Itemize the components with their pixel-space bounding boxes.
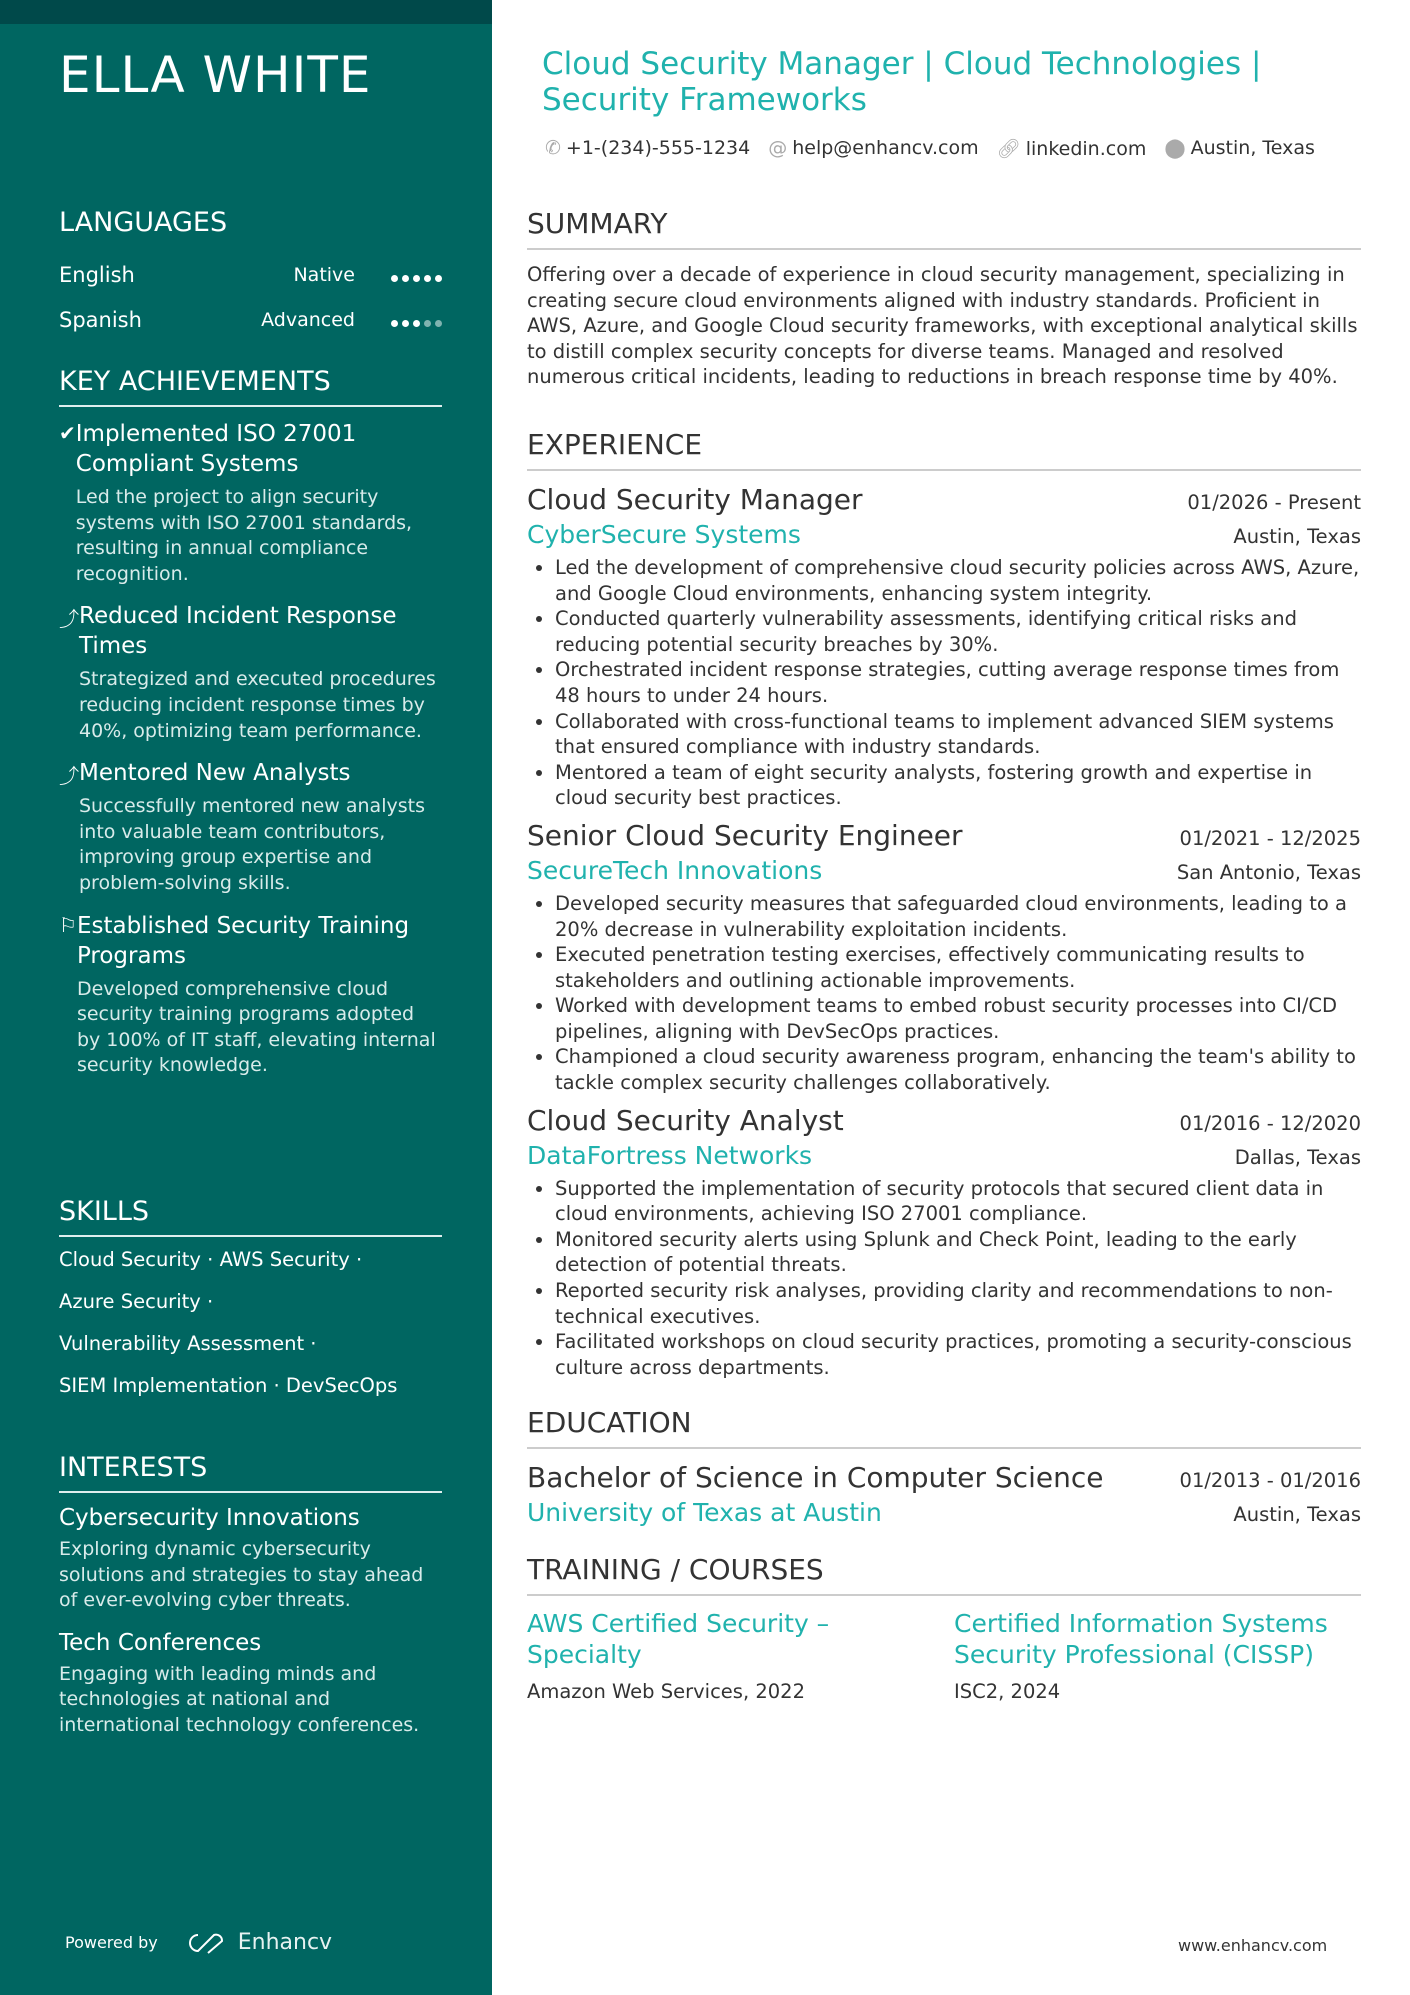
- skill-line: SIEM Implementation · DevSecOps: [59, 1374, 398, 1397]
- website-url[interactable]: www.enhancv.com: [1178, 1936, 1328, 1955]
- achievement-body: [76, 419, 442, 587]
- top-strip: [0, 0, 492, 24]
- location-pin-icon: ⬤: [1164, 137, 1186, 159]
- proficiency-dot: [413, 275, 420, 282]
- achievement-item: [59, 601, 442, 744]
- skill-line: Cloud Security · AWS Security ·: [59, 1248, 363, 1271]
- interests-heading: INTERESTS: [59, 1452, 442, 1493]
- language-name: Spanish: [59, 307, 142, 332]
- job-location: San Antonio, Texas: [1176, 860, 1361, 884]
- job-dates: 01/2016 - 12/2020: [1179, 1111, 1361, 1135]
- education-location: Austin, Texas: [1233, 1503, 1361, 1527]
- check-icon: ✔: [59, 421, 76, 445]
- language-level: Native: [293, 263, 355, 286]
- job-bullet: • Facilitated workshops on cloud security practices, promoting a security-conscious culture across departments.: [555, 1329, 1361, 1380]
- training-provider: ISC2, 2024: [954, 1680, 1061, 1704]
- language-name: English: [59, 262, 135, 287]
- proficiency-dot: [402, 320, 409, 327]
- job-title: Cloud Security Manager: [527, 482, 863, 516]
- sidebar: [0, 0, 492, 1995]
- education-dates: 01/2013 - 01/2016: [1179, 1469, 1361, 1493]
- interest-title: Cybersecurity Innovations: [59, 1505, 360, 1531]
- job-bullets: [527, 555, 1361, 811]
- language-row: [59, 252, 442, 297]
- enhancv-logo-icon: [184, 1931, 228, 1955]
- achievement-title: Established Security Training Programs: [76, 912, 410, 969]
- achievement-description: Successfully mentored new analysts into valuable team contributors, improving group expertise and problem-solving skills.: [79, 795, 425, 894]
- experience-heading: EXPERIENCE: [527, 428, 1361, 471]
- job-bullet: • Collaborated with cross-functional teams to implement advanced SIEM systems that ensured compliance with industry standards.: [555, 709, 1361, 760]
- strategy-icon: ⤴: [59, 607, 79, 632]
- company-name: CyberSecure Systems: [527, 519, 801, 549]
- interest-title: Tech Conferences: [59, 1629, 262, 1656]
- job-company-row: [527, 1141, 1361, 1170]
- location-contact: ⬤ Austin, Texas: [1164, 137, 1315, 159]
- link-icon: 🔗︎: [996, 138, 1021, 160]
- job-header: [527, 1104, 1361, 1137]
- proficiency-dots: [387, 263, 442, 287]
- skills-heading: SKILLS: [59, 1196, 442, 1237]
- link-contact[interactable]: 🔗︎ linkedin.com: [996, 138, 1147, 160]
- language-row: [59, 297, 442, 342]
- job-bullet: • Orchestrated incident response strategies, cutting average response times from 48 hours to under 24 hours.: [555, 657, 1361, 708]
- training-provider: Amazon Web Services, 2022: [527, 1680, 805, 1704]
- job-title: Cloud Security Analyst: [527, 1103, 844, 1137]
- achievement-description: Developed comprehensive cloud security training programs adopted by 100% of IT staff, elevating internal security knowledge.: [76, 977, 436, 1077]
- achievement-body: [79, 758, 442, 896]
- skill-line: Azure Security ·: [59, 1290, 214, 1313]
- contact-info: [545, 137, 1315, 160]
- job-bullet: • Supported the implementation of security protocols that secured client data in cloud environments, achieving ISO 27001 compliance.: [555, 1176, 1361, 1227]
- enhancv-logo[interactable]: [184, 1930, 332, 1955]
- job-bullet: • Championed a cloud security awareness program, enhancing the team's ability to tackle complex security challenges collaboratively.: [555, 1044, 1361, 1095]
- job-company-row: [527, 520, 1361, 549]
- achievement-item: [59, 911, 442, 1079]
- proficiency-dot: [402, 275, 409, 282]
- job-bullet: • Led the development of comprehensive cloud security policies across AWS, Azure, and Google Cloud environments, enhancing system integrity.: [555, 555, 1361, 606]
- achievement-description: Led the project to align security systems with ISO 27001 standards, resulting in annual compliance recognition.: [75, 486, 413, 585]
- proficiency-dot: [391, 320, 398, 327]
- proficiency-dot: [435, 275, 442, 282]
- job-bullets: [527, 891, 1361, 1096]
- job-title: Senior Cloud Security Engineer: [527, 818, 963, 852]
- skill-line: Vulnerability Assessment ·: [59, 1332, 317, 1355]
- job-entry: [527, 1104, 1361, 1381]
- job-entry: [527, 483, 1361, 811]
- candidate-name: ELLA WHITE: [59, 46, 372, 104]
- achievement-title: Implemented ISO 27001 Compliant Systems: [75, 421, 357, 477]
- achievements-section: [59, 366, 442, 1093]
- company-name: DataFortress Networks: [527, 1140, 813, 1170]
- achievement-item: [59, 419, 442, 587]
- interests-section: [59, 1452, 442, 1755]
- proficiency-dot: [435, 320, 442, 327]
- summary-section: [527, 207, 1361, 390]
- job-header: [527, 483, 1361, 516]
- language-level: Advanced: [261, 308, 355, 331]
- job-location: Dallas, Texas: [1234, 1145, 1361, 1169]
- proficiency-dot: [413, 320, 420, 327]
- summary-text: Offering over a decade of experience in cloud security management, specializing in creating secure cloud environments aligned with industry standards. Proficient in AWS, Azure, and Google Cloud security frameworks, with exceptional analytical skills to distill complex security concepts for diverse teams. Managed and resolved numerous critical incidents, leading to reductions in breach response time by 40%.: [527, 263, 1358, 389]
- company-name: SecureTech Innovations: [527, 855, 823, 885]
- proficiency-dots: [387, 308, 442, 332]
- interest-description: Exploring dynamic cybersecurity solutions and strategies to stay ahead of ever-evolving cyber threats.: [59, 1538, 424, 1612]
- summary-heading: SUMMARY: [527, 207, 1361, 250]
- achievement-description: Strategized and executed procedures reducing incident response times by 40%, optimizing team performance.: [79, 668, 436, 742]
- job-bullet: • Mentored a team of eight security analysts, fostering growth and expertise in cloud security best practices.: [555, 760, 1361, 811]
- achievement-body: [79, 601, 442, 744]
- job-company-row: [527, 856, 1361, 885]
- job-bullet: • Monitored security alerts using Splunk and Check Point, leading to the early detection of potential threats.: [555, 1227, 1361, 1278]
- training-item: [954, 1608, 1361, 1703]
- headline-title: Cloud Security Manager | Cloud Technologies | Security Frameworks: [542, 46, 1262, 118]
- job-dates: 01/2021 - 12/2025: [1179, 826, 1361, 850]
- email-contact[interactable]: @ help@enhancv.com: [768, 137, 979, 159]
- job-bullet: • Developed security measures that safeguarded cloud environments, leading to a 20% decrease in vulnerability exploitation incidents.: [555, 891, 1361, 942]
- proficiency-dot: [424, 275, 431, 282]
- training-item: [527, 1608, 934, 1703]
- school: University of Texas at Austin: [527, 1498, 882, 1528]
- proficiency-dot: [391, 275, 398, 282]
- languages-heading: LANGUAGES: [59, 207, 228, 238]
- phone-contact[interactable]: ✆ +1-(234)-555-1234: [545, 137, 751, 159]
- strategy-icon: ⤴: [59, 764, 79, 789]
- achievement-title: Reduced Incident Response Times: [79, 603, 397, 660]
- interest-description: Engaging with leading minds and technologies at national and international technology conferences.: [59, 1662, 420, 1736]
- flag-icon: ⚐: [59, 912, 77, 937]
- phone-icon: ✆: [545, 137, 561, 159]
- education-heading: EDUCATION: [527, 1406, 1361, 1449]
- experience-section: [527, 428, 1361, 1380]
- achievements-heading: KEY ACHIEVEMENTS: [59, 366, 442, 407]
- training-title: Certified Information Systems Security Professional (CISSP): [954, 1609, 1328, 1670]
- at-icon: @: [768, 137, 788, 159]
- education-section: [527, 1406, 1361, 1527]
- achievement-body: [77, 911, 442, 1079]
- skills-section: [59, 1196, 442, 1407]
- training-heading: TRAINING / COURSES: [527, 1553, 1361, 1596]
- job-bullet: • Executed penetration testing exercises, effectively communicating results to stakeholders and outlining actionable improvements.: [555, 942, 1361, 993]
- achievement-title: Mentored New Analysts: [79, 760, 351, 787]
- job-bullet: • Reported security risk analyses, providing clarity and recommendations to non-technical executives.: [555, 1278, 1361, 1329]
- job-header: [527, 819, 1361, 852]
- job-bullet: • Conducted quarterly vulnerability assessments, identifying critical risks and reducing potential security breaches by 30%.: [555, 606, 1361, 657]
- training-section: [527, 1553, 1361, 1703]
- enhancv-brand: Enhancv: [237, 1930, 333, 1955]
- job-dates: 01/2026 - Present: [1187, 490, 1361, 514]
- powered-by: [65, 1930, 332, 1955]
- job-entry: [527, 819, 1361, 1096]
- proficiency-dot: [424, 320, 431, 327]
- main-content: [527, 207, 1361, 1703]
- languages-section: [59, 207, 442, 342]
- job-bullet: • Worked with development teams to embed robust security processes into CI/CD pipelines, aligning with DevSecOps practices.: [555, 993, 1361, 1044]
- training-title: AWS Certified Security – Specialty: [527, 1609, 830, 1670]
- achievement-item: [59, 758, 442, 896]
- degree: Bachelor of Science in Computer Science: [527, 1461, 1104, 1495]
- powered-by-label: Powered by: [65, 1933, 158, 1952]
- job-bullets: [527, 1176, 1361, 1381]
- job-location: Austin, Texas: [1233, 524, 1361, 548]
